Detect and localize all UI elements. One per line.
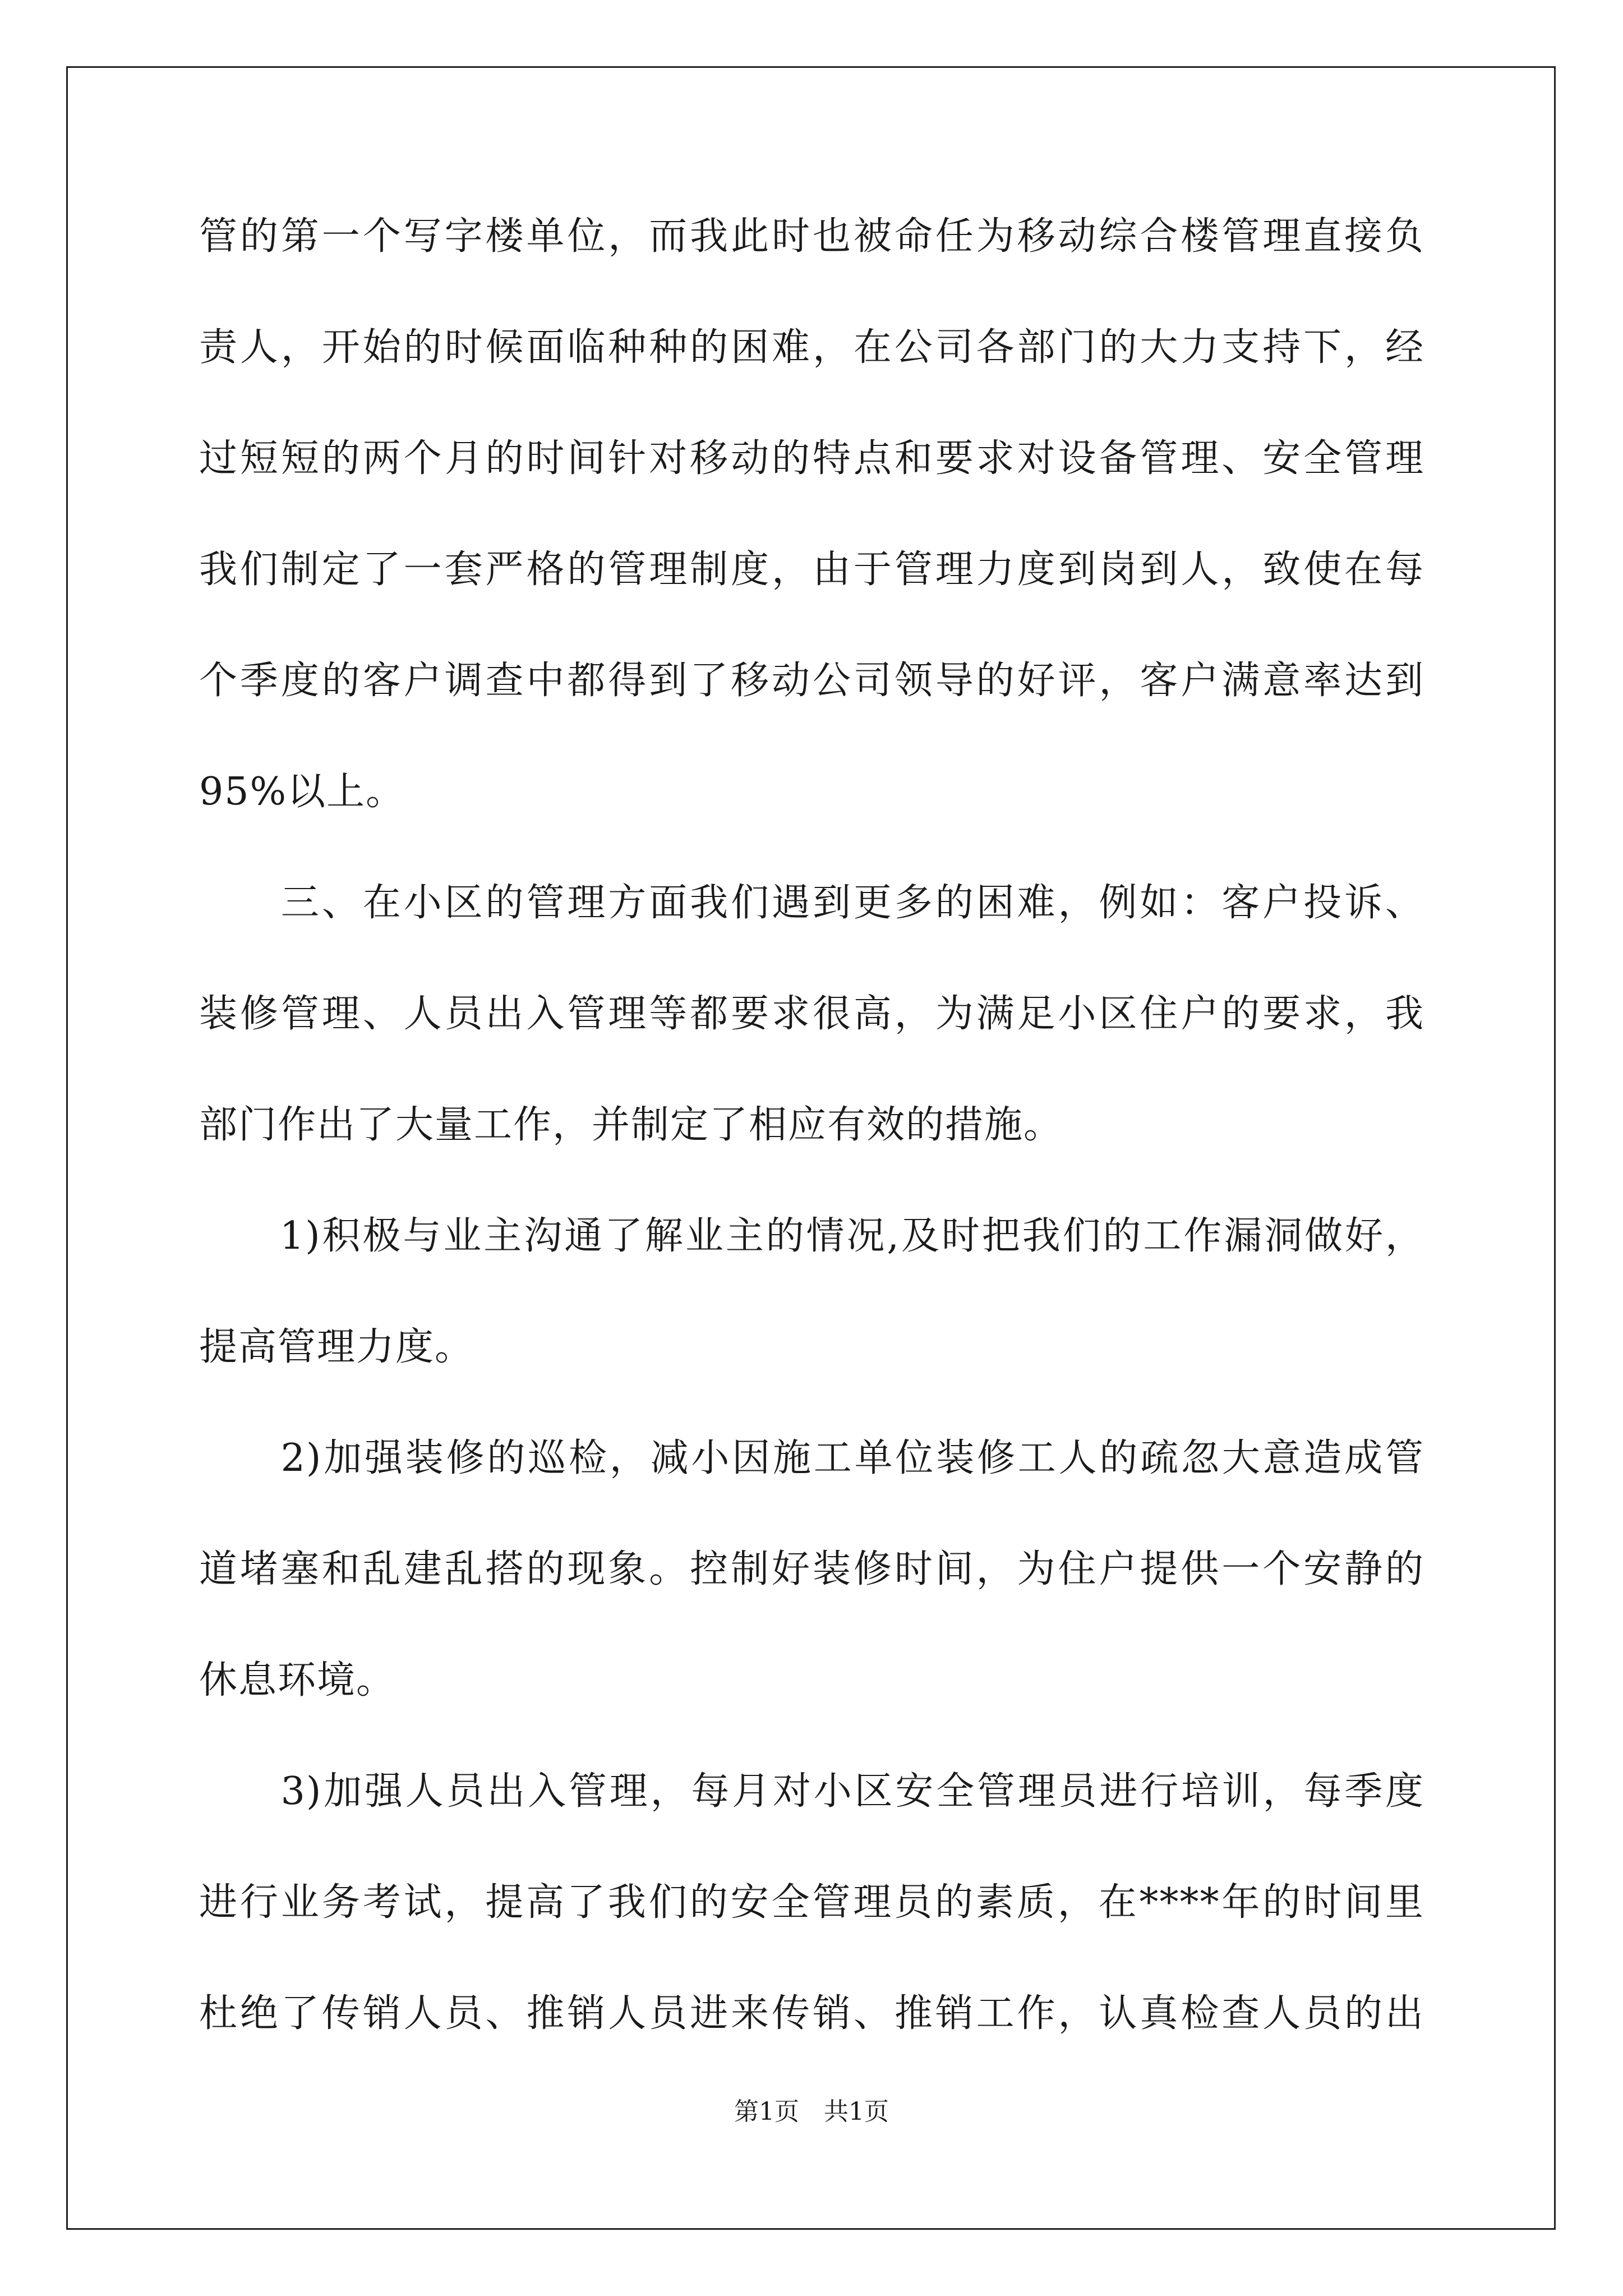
text-line: 部门作出了大量工作，并制定了相应有效的措施。 [199,1103,1063,1147]
text-line: 责人，开始的时候面临种种的困难，在公司各部门的大力支持下，经 [199,325,1424,370]
text-line: 进行业务考试，提高了我们的安全管理员的素质，在****年的时间里 [199,1880,1424,1925]
document-body [199,209,1424,2097]
text-line: 休息环境。 [199,1658,396,1703]
text-line: 3)加强人员出入管理，每月对小区安全管理员进行培训，每季度 [199,1769,1424,1814]
text-line: 过短短的两个月的时间针对移动的特点和要求对设备管理、安全管理 [199,436,1424,481]
text-line: 三、在小区的管理方面我们遇到更多的困难，例如：客户投诉、 [199,881,1424,925]
text-line: 95%以上。 [199,770,405,814]
text-line: 装修管理、人员出入管理等都要求很高，为满足小区住户的要求，我 [199,992,1424,1036]
text-line: 管的第一个写字楼单位，而我此时也被命任为移动综合楼管理直接负 [199,214,1424,259]
page-footer: 第1页 共1页 [734,2097,889,2126]
text-line: 道堵塞和乱建乱搭的现象。控制好装修时间，为住户提供一个安静的 [199,1547,1424,1591]
text-line: 2)加强装修的巡检，减小因施工单位装修工人的疏忽大意造成管 [199,1436,1424,1480]
text-line: 个季度的客户调查中都得到了移动公司领导的好评，客户满意率达到 [199,659,1424,703]
text-line: 杜绝了传销人员、推销人员进来传销、推销工作，认真检查人员的出 [199,1991,1424,2036]
text-line: 1)积极与业主沟通了解业主的情况,及时把我们的工作漏洞做好， [199,1214,1424,1258]
text-line: 我们制定了一套严格的管理制度，由于管理力度到岗到人，致使在每 [199,547,1424,592]
text-line: 提高管理力度。 [199,1325,474,1369]
